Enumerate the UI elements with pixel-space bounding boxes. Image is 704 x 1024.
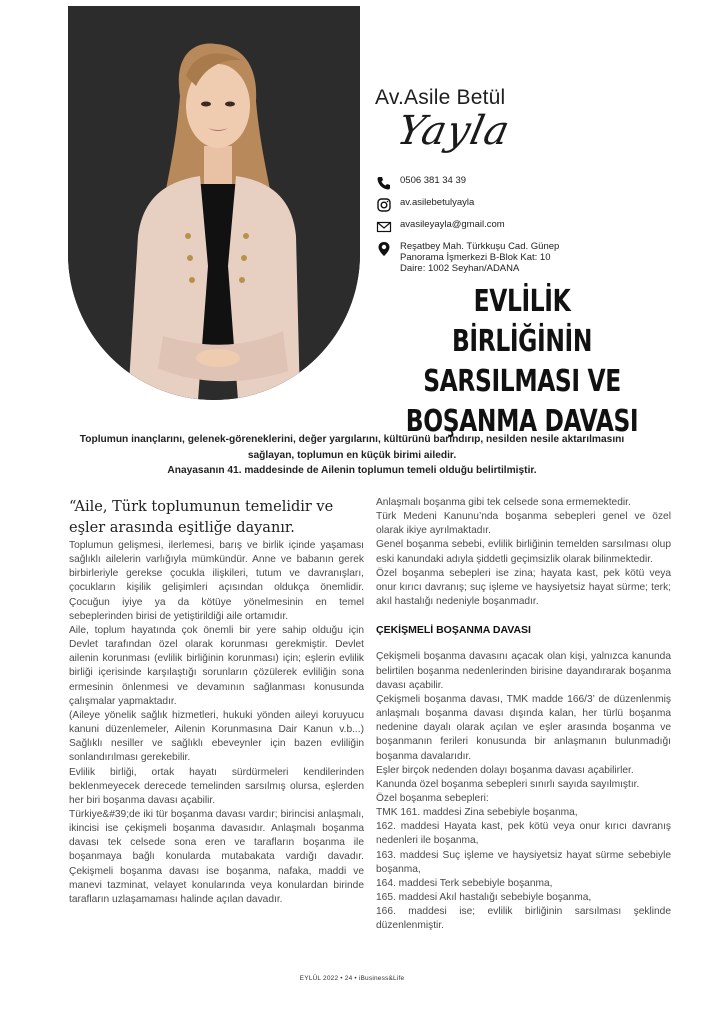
paragraph: (Aileye yönelik sağlık hizmetleri, hukuki yönden aileyi koruyucu kanuni düzenlemeler, Ailenin Korunmasına Dair Kanun v.b...) Sağlıklı nesiller ve sağlıklı ebeveynler için bazen evliliğin sonlandırılması gerekebilir. (69, 709, 364, 764)
portrait-illustration (68, 6, 360, 400)
list-item: 166. maddesi ise; evlilik birliğinin sarsılması şeklinde düzenlenmiştir. (376, 906, 671, 932)
article-intro (40, 432, 664, 479)
phone-number[interactable]: 0506 381 34 39 (400, 175, 467, 186)
article-title (405, 282, 639, 442)
pull-quote: “Aile, Türk toplumunun temelidir ve eşler arasında eşitliğe dayanır. (69, 499, 334, 536)
page-footer: EYLÜL 2022 • 24 • iBusiness&Life (299, 975, 405, 982)
address-line: Daire: 1002 Seyhan/ADANA (400, 263, 520, 274)
list-item: 163. maddesi Suç işleme ve haysiyetsiz hayat sürme sebebiyle boşanma, (376, 849, 671, 875)
paragraph: Çekişmeli boşanma davası, TMK madde 166/3’ de düzenlenmiş anlaşmalı boşanma davası dışında kalan, her türlü boşanma nedenine dayalı olarak açılan ve eşler arasında boşanma ve boşanmanın ferileri konusunda bir anlaşmanın bulunmadığı boşanma davalarıdır. (376, 693, 671, 762)
paragraph: Özel boşanma sebepleri ise zina; hayata kast, pek kötü veya onur kırıcı davranış; suç işleme ve haysiyetsiz hayat sürme; terk; akıl hastalığı nedeniyle boşanmadır. (376, 567, 671, 608)
paragraph: Kanunda özel boşanma sebepleri sınırlı sayıda sayılmıştır. (376, 778, 640, 790)
paragraph: Türk Medeni Kanunu’nda boşanma sebepleri genel ve özel olarak ikiye ayrılmaktadır. (376, 511, 671, 537)
contact-phone (376, 175, 676, 191)
author-signature: Yayla (393, 108, 515, 154)
email-address[interactable]: avasileyayla@gmail.com (400, 219, 505, 230)
contact-email (376, 219, 676, 235)
paragraph: Eşler birçok nedenden dolayı boşanma davası açabilirler. (376, 764, 634, 776)
contact-instagram (376, 197, 676, 213)
paragraph: Özel boşanma sebepleri: (376, 792, 489, 804)
list-item: 162. maddesi Hayata kast, pek kötü veya onur kırıcı davranış nedenleri ile boşanma, (376, 821, 671, 847)
list-item: TMK 161. maddesi Zina sebebiyle boşanma, (376, 807, 578, 819)
right-column (376, 496, 671, 934)
address-line: Reşatbey Mah. Türkkuşu Cad. Günep (400, 241, 560, 252)
title-line: EVLİLİK BİRLİĞİNİN (451, 284, 593, 359)
contact-address (376, 241, 676, 274)
paragraph: Genel boşanma sebebi, evlilik birliğinin temelden sarsılması olup eski kanundaki adıyla şiddetli geçimsizlik olarak bilinmektedir. (376, 539, 671, 565)
email-icon (376, 219, 392, 235)
paragraph: Aile, toplum hayatında çok önemli bir yere sahip olduğu için Devlet tarafından özel olarak korunması gerekmiştir. Devlet ailenin korunması (evlilik birliğinin korunması) için; eşlerin evlilik birliği içerisinde karşılaştığı sorunların çözülerek evliliğin sona ermesinin önlenmesi ve devamının sağlanması konusunda çalışmalar yapmaktadır. (69, 624, 364, 707)
left-column (69, 497, 364, 907)
intro-line: Toplumun inançlarını, gelenek-göreneklerini, değer yargılarını, kültürünü barındırıp, nesilden nesile aktarılmasını (79, 434, 625, 445)
paragraph: Çekişmeli boşanma davasını açacak olan kişi, yalnızca kanunda belirtilen boşanma nedenlerinden birisine dayandırarak boşanma davası açabilir. (376, 651, 671, 691)
address-block (400, 241, 559, 274)
list-item: 165. maddesi Akıl hastalığı sebebiyle boşanma, (376, 892, 592, 904)
list-item: 164. maddesi Terk sebebiyle boşanma, (376, 877, 553, 889)
instagram-icon (376, 197, 392, 213)
paragraph: Evlilik birliği, ortak hayatı sürdürmeleri kendilerinden beklenmeyecek derecede temelinden sarsılmış olursa, eşlerden her biri boşanma davası açabilir. (69, 766, 364, 806)
paragraph: Anlaşmalı boşanma gibi tek celsede sona ermemektedir. (376, 497, 631, 508)
author-name: Av.Asile Betül (375, 86, 506, 109)
instagram-handle[interactable]: av.asilebetulyayla (400, 197, 475, 208)
intro-line: sağlayan, toplumun en küçük birimi ailedir. (247, 449, 457, 461)
phone-icon (376, 175, 392, 191)
section-heading: ÇEKİŞMELİ BOŞANMA DAVASI (376, 624, 531, 637)
title-line: BOŞANMA DAVASI (405, 404, 639, 439)
intro-line: Anayasanın 41. maddesinde de Ailenin toplumun temeli olduğu belirtilmiştir. (167, 465, 537, 476)
location-pin-icon (376, 241, 392, 257)
address-line: Panorama İşmerkezi B-Blok Kat: 10 (400, 252, 551, 263)
paragraph: Toplumun gelişmesi, ilerlemesi, barış ve birlik içinde yaşaması sağlıklı ailelerin varlığıyla mümkündür. Anne ve babanın gerek birbirleriyle gerekse çocukla ilişkileri, tutum ve davranışları, çocukların kişilik gelişimleri açısından oldukça önemlidir. Çocuğun iyiye ya da kötüye yönelmesinin en temel sebeplerinden birisi de yetiştirildiği aile ortamıdır. (69, 540, 364, 622)
paragraph: Türkiye&#39;de iki tür boşanma davası vardır; birincisi anlaşmalı, ikincisi ise çekişmeli boşanma davasıdır. Anlaşmalı boşanma davası tek celsede sona eren ve tarafların boşanma ile boşanmaya bağlı konularda mutabakata vardığı davadır. Çekişmeli boşanma davası ise boşanma, nafaka, maddi ve manevi tazminat, velayet konularında veya konulardan birinde tarafların uzlaşamaması halinde açılan davadır. (69, 808, 364, 905)
title-line: SARSILMASI VE (423, 364, 621, 399)
author-portrait (68, 6, 360, 400)
contact-list (376, 175, 676, 280)
